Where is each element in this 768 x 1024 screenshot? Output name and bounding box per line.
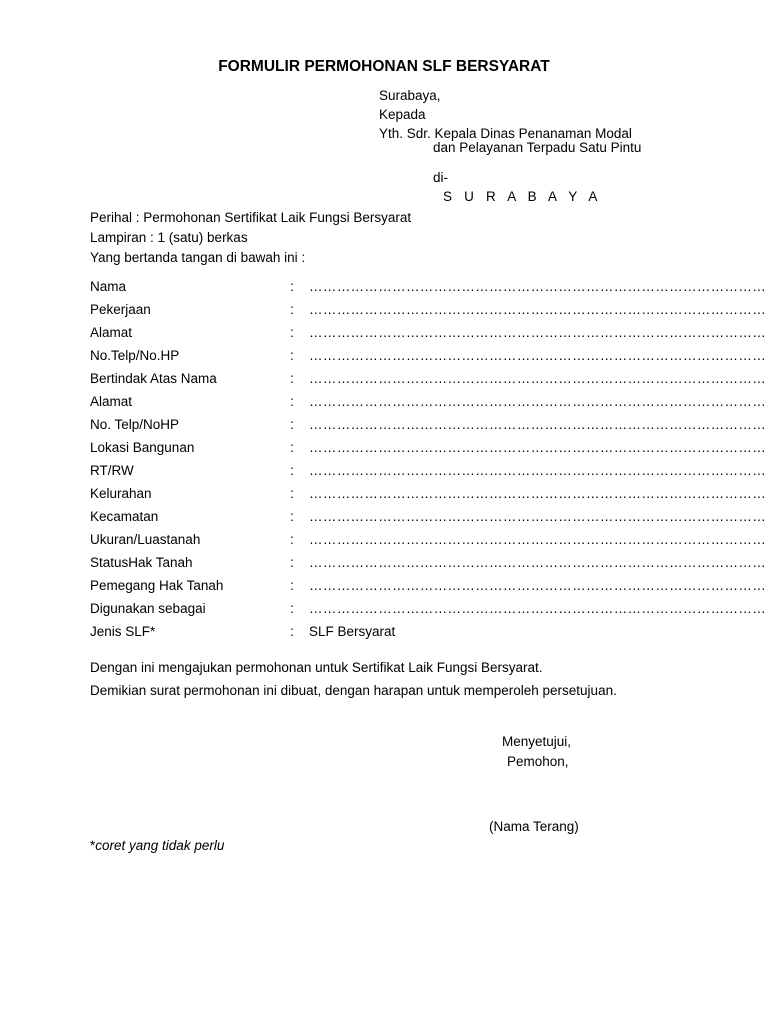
page-title: FORMULIR PERMOHONAN SLF BERSYARAT xyxy=(218,58,550,75)
field-blank-line: ……………………………………………………………………………………… xyxy=(309,440,767,455)
field-separator: : xyxy=(290,394,294,409)
field-label: Ukuran/Luastanah xyxy=(90,532,201,547)
field-blank-line: ……………………………………………………………………………………… xyxy=(309,486,767,501)
field-blank-line: ……………………………………………………………………………………… xyxy=(309,532,767,547)
field-separator: : xyxy=(290,601,294,616)
field-value: SLF Bersyarat xyxy=(309,624,396,639)
field-label: Pekerjaan xyxy=(90,302,151,317)
field-separator: : xyxy=(290,302,294,317)
form-field-row xyxy=(90,279,767,299)
form-field-row xyxy=(90,302,767,322)
form-field-row xyxy=(90,486,767,506)
form-field-row xyxy=(90,325,767,345)
field-label: Pemegang Hak Tanah xyxy=(90,578,224,593)
footnote-text: coret yang tidak perlu xyxy=(95,838,225,853)
field-blank-line: ……………………………………………………………………………………… xyxy=(309,509,767,524)
form-field-row xyxy=(90,509,767,529)
field-label: Kecamatan xyxy=(90,509,159,524)
attachment-line: Lampiran : 1 (satu) berkas xyxy=(90,230,248,245)
intro-line: Yang bertanda tangan di bawah ini : xyxy=(90,250,306,265)
form-field-row xyxy=(90,601,767,621)
field-separator: : xyxy=(290,371,294,386)
addressee-line-2: dan Pelayanan Terpadu Satu Pintu xyxy=(433,140,642,155)
field-label: Nama xyxy=(90,279,127,294)
recipient-label: Kepada xyxy=(379,107,426,122)
form-field-row xyxy=(90,555,767,575)
field-blank-line: ……………………………………………………………………………………… xyxy=(309,302,767,317)
field-label: Digunakan sebagai xyxy=(90,601,206,616)
field-blank-line: ……………………………………………………………………………………… xyxy=(309,371,767,386)
field-separator: : xyxy=(290,417,294,432)
addressee-line-1: Yth. Sdr. Kepala Dinas Penanaman Modal xyxy=(379,126,632,141)
field-label: Kelurahan xyxy=(90,486,152,501)
field-separator: : xyxy=(290,486,294,501)
field-separator: : xyxy=(290,279,294,294)
field-separator: : xyxy=(290,463,294,478)
signature-name-field: (Nama Terang) xyxy=(489,819,579,834)
closing-line-1: Dengan ini mengajukan permohonan untuk Sertifikat Laik Fungsi Bersyarat. xyxy=(90,660,543,675)
field-blank-line: ……………………………………………………………………………………… xyxy=(309,325,767,340)
subject-line: Perihal : Permohonan Sertifikat Laik Fungsi Bersyarat xyxy=(90,210,412,225)
field-separator: : xyxy=(290,578,294,593)
form-field-row xyxy=(90,578,767,598)
footnote-asterisk: * xyxy=(90,838,96,853)
applicant-label: Pemohon, xyxy=(507,754,569,769)
field-blank-line: ……………………………………………………………………………………… xyxy=(309,348,767,363)
form-field-row xyxy=(90,348,767,368)
field-separator: : xyxy=(290,348,294,363)
field-separator: : xyxy=(290,624,294,639)
form-field-row xyxy=(90,440,767,460)
field-label: Lokasi Bangunan xyxy=(90,440,195,455)
field-blank-line: ……………………………………………………………………………………… xyxy=(309,394,767,409)
destination-prefix: di- xyxy=(433,170,449,185)
form-field-row xyxy=(90,463,767,483)
city-date: Surabaya, xyxy=(379,88,441,103)
form-field-row xyxy=(90,417,767,437)
field-blank-line: ……………………………………………………………………………………… xyxy=(309,601,767,616)
field-label: StatusHak Tanah xyxy=(90,555,193,570)
form-field-row xyxy=(90,394,767,414)
field-separator: : xyxy=(290,325,294,340)
field-blank-line: ……………………………………………………………………………………… xyxy=(309,555,767,570)
field-blank-line: ……………………………………………………………………………………… xyxy=(309,417,767,432)
footnote xyxy=(90,838,224,854)
form-field-row xyxy=(90,532,767,552)
field-label: Jenis SLF* xyxy=(90,624,156,639)
field-label: No. Telp/NoHP xyxy=(90,417,180,432)
field-blank-line: ……………………………………………………………………………………… xyxy=(309,578,767,593)
field-label: RT/RW xyxy=(90,463,134,478)
closing-line-2: Demikian surat permohonan ini dibuat, dengan harapan untuk memperoleh persetujuan. xyxy=(90,683,617,698)
field-separator: : xyxy=(290,532,294,547)
destination-city: S U R A B A Y A xyxy=(443,189,602,204)
field-separator: : xyxy=(290,440,294,455)
field-label: Alamat xyxy=(90,325,133,340)
form-field-row xyxy=(90,624,690,644)
field-separator: : xyxy=(290,555,294,570)
field-blank-line: ……………………………………………………………………………………… xyxy=(309,279,767,294)
form-field-row xyxy=(90,371,767,391)
approval-label: Menyetujui, xyxy=(502,734,572,749)
field-blank-line: ……………………………………………………………………………………… xyxy=(309,463,767,478)
field-separator: : xyxy=(290,509,294,524)
field-label: No.Telp/No.HP xyxy=(90,348,180,363)
field-label: Bertindak Atas Nama xyxy=(90,371,217,386)
field-label: Alamat xyxy=(90,394,133,409)
